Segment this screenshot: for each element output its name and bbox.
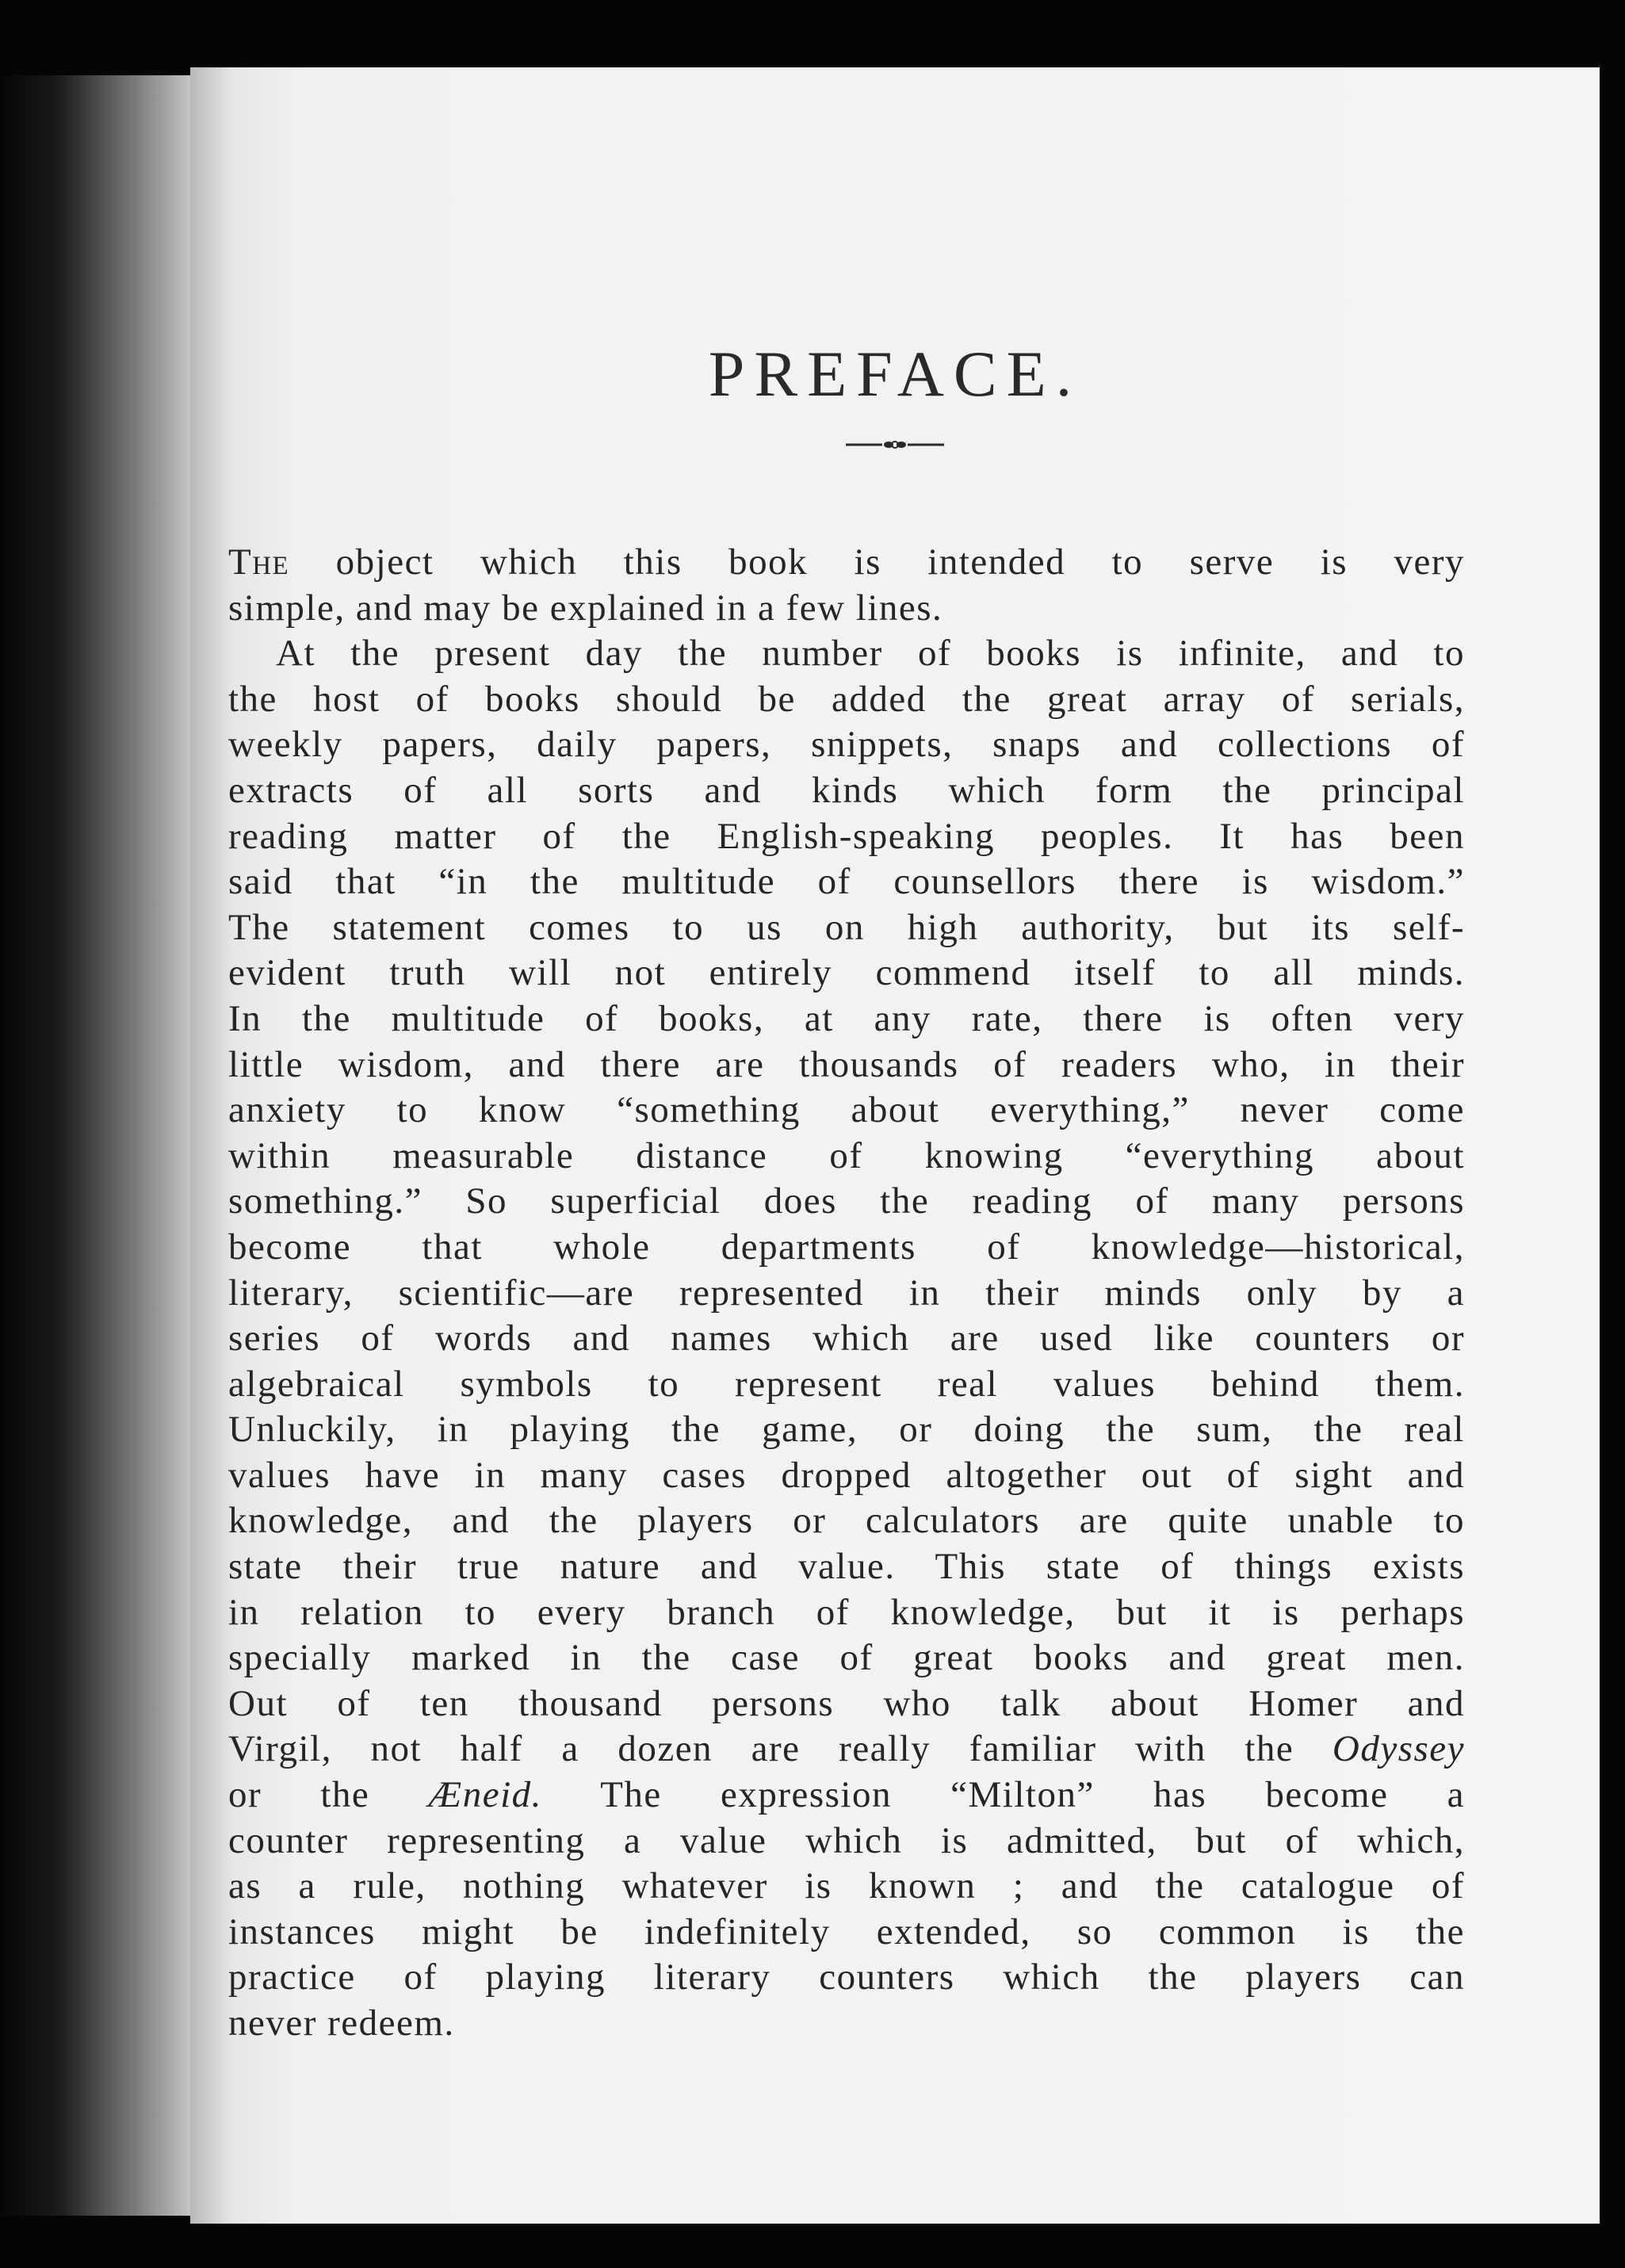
- text-line: never redeem.: [228, 2002, 455, 2044]
- text-line: series of words and names which are used like counters or: [228, 1318, 1465, 1360]
- odyssey-title: Odyssey: [1332, 1728, 1465, 1770]
- text-line: values have in many cases dropped altogether out of sight and: [228, 1454, 1465, 1496]
- text-line: Out of ten thousand persons who talk about Homer and: [228, 1682, 1465, 1724]
- text-line: evident truth will not entirely commend itself to all minds.: [228, 952, 1465, 994]
- page-title: PREFACE.: [708, 338, 1082, 410]
- drop-word: The: [228, 541, 290, 583]
- text-line: specially marked in the case of great books and great men.: [228, 1637, 1465, 1679]
- text-line: literary, scientific—are represented in their minds only by a: [228, 1272, 1465, 1314]
- adjacent-page-edge: [0, 75, 198, 2216]
- text-line: instances might be indefinitely extended, so common is the: [228, 1910, 1465, 1952]
- text-line: Virgil, not half a dozen are really familiar with the Odyssey: [228, 1728, 1465, 1770]
- text-line: said that “in the multitude of counsellors there is wisdom.”: [228, 861, 1465, 903]
- ornament-rule-icon: [846, 439, 944, 450]
- text-line: the host of books should be added the great array of serials,: [228, 678, 1465, 720]
- text-line: or the Æneid. The expression “Milton” has become a: [228, 1774, 1465, 1816]
- text-line: practice of playing literary counters which the players can: [228, 1956, 1465, 1998]
- text-line: knowledge, and the players or calculators are quite unable to: [228, 1500, 1465, 1542]
- text-line: become that whole departments of knowledge—historical,: [228, 1226, 1465, 1268]
- text-line: anxiety to know “something about everything,” never come: [228, 1089, 1465, 1131]
- text-line: The statement comes to us on high authority, but its self-: [228, 906, 1465, 948]
- text-line: reading matter of the English-speaking peoples. It has been: [228, 815, 1465, 857]
- title-ornament: [190, 438, 1600, 454]
- text-line: In the multitude of books, at any rate, there is often very: [228, 997, 1465, 1039]
- text-line: At the present day the number of books is infinite, and to: [276, 633, 1465, 675]
- text-line: as a rule, nothing whatever is known ; and the catalogue of: [228, 1865, 1465, 1907]
- text-line: algebraical symbols to represent real values behind them.: [228, 1363, 1465, 1405]
- text-line: extracts of all sorts and kinds which form the principal: [228, 769, 1465, 811]
- text-line: simple, and may be explained in a few lines.: [228, 587, 943, 629]
- text-line: Unluckily, in playing the game, or doing the sum, the real: [228, 1409, 1465, 1451]
- text-line: weekly papers, daily papers, snippets, snaps and collections of: [228, 724, 1465, 766]
- text-line: The object which this book is intended to serve is very: [228, 541, 1465, 583]
- text-line: in relation to every branch of knowledge, but it is perhaps: [228, 1591, 1465, 1633]
- text-line: little wisdom, and there are thousands of readers who, in their: [228, 1043, 1465, 1085]
- text-line: within measurable distance of knowing “everything about: [228, 1134, 1465, 1176]
- text-line: state their true nature and value. This state of things exists: [228, 1546, 1465, 1588]
- text-line: something.” So superficial does the reading of many persons: [228, 1180, 1465, 1222]
- aeneid-title: Æneid.: [428, 1774, 542, 1816]
- preface-text: [228, 540, 1465, 2047]
- book-page: [190, 67, 1600, 2224]
- text-line: counter representing a value which is admitted, but of which,: [228, 1819, 1465, 1861]
